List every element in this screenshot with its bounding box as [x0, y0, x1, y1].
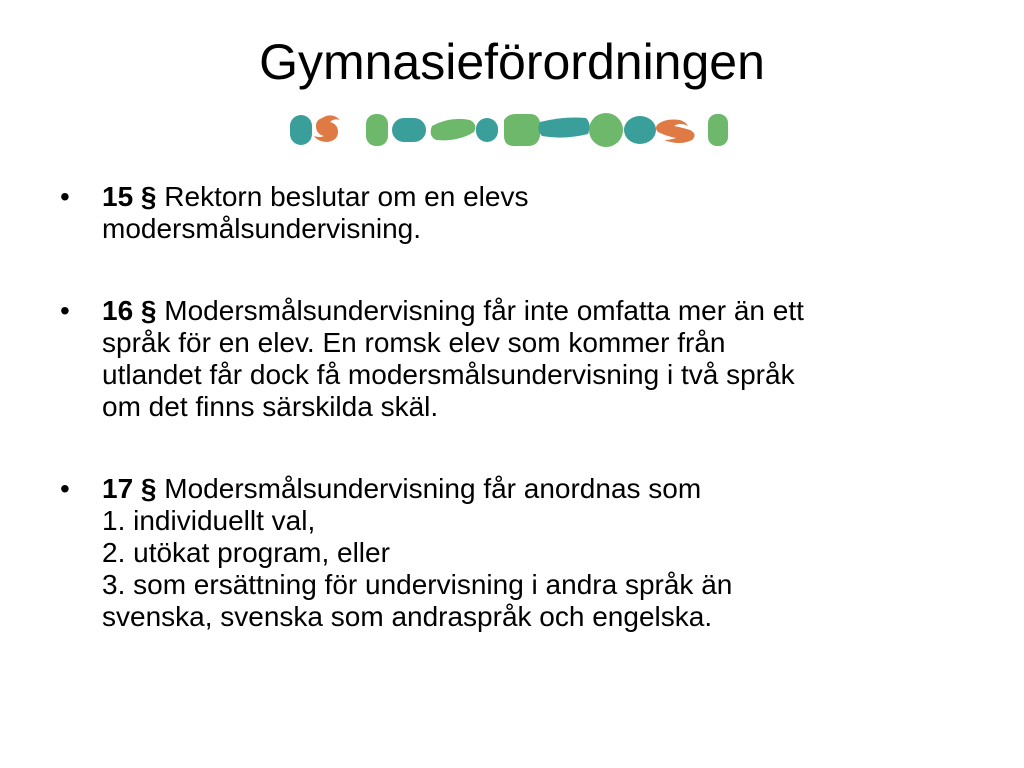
pebble-teal-3 — [476, 118, 498, 142]
pebble-teal-5 — [624, 116, 656, 144]
bullet-text: modersmålsundervisning. — [102, 213, 422, 244]
pebble-green-1 — [366, 114, 388, 146]
pebble-teal-2 — [392, 118, 426, 142]
decorative-pebble-banner — [286, 106, 736, 152]
bullet-17 — [60, 473, 980, 633]
section-sign-orange-1 — [314, 115, 340, 142]
list-item: 3. som ersättning för undervisning i andra språk än — [102, 569, 733, 600]
bullet-first-line — [102, 181, 980, 213]
bullet-text: Rektorn beslutar om en elevs — [164, 181, 529, 212]
bullet-15 — [60, 181, 980, 245]
pebble-green-2 — [431, 119, 476, 140]
bullet-marker: • — [60, 295, 70, 326]
bullet-marker: • — [60, 181, 70, 212]
bullet-text: Modersmålsundervisning får anordnas som — [164, 473, 702, 504]
bullet-marker: • — [60, 473, 70, 504]
bullet-list — [60, 181, 980, 683]
list-item: 1. individuellt val, — [102, 505, 316, 536]
bullet-text: språk för en elev. En romsk elev som kommer från — [102, 327, 726, 358]
bullet-first-line — [102, 473, 980, 505]
bullet-16 — [60, 295, 980, 423]
bullet-text: om det finns särskilda skäl. — [102, 391, 439, 422]
pebble-teal-4 — [538, 118, 589, 138]
bullet-first-line — [102, 295, 980, 327]
paragraph-number: 16 § — [102, 295, 157, 326]
pebble-green-3 — [504, 114, 540, 146]
pebble-green-5 — [708, 114, 728, 146]
bullet-text: utlandet får dock få modersmålsundervisning i två språk — [102, 359, 795, 390]
bullet-text: Modersmålsundervisning får inte omfatta mer än ett — [164, 295, 804, 326]
paragraph-number: 15 § — [102, 181, 157, 212]
list-item: svenska, svenska som andraspråk och engelska. — [102, 601, 713, 632]
slide-title: Gymnasieförordningen — [259, 34, 765, 90]
section-sign-orange-2 — [656, 120, 695, 144]
paragraph-number: 17 § — [102, 473, 157, 504]
pebble-teal-1 — [290, 115, 312, 145]
list-item: 2. utökat program, eller — [102, 537, 390, 568]
pebble-green-4 — [589, 113, 623, 147]
